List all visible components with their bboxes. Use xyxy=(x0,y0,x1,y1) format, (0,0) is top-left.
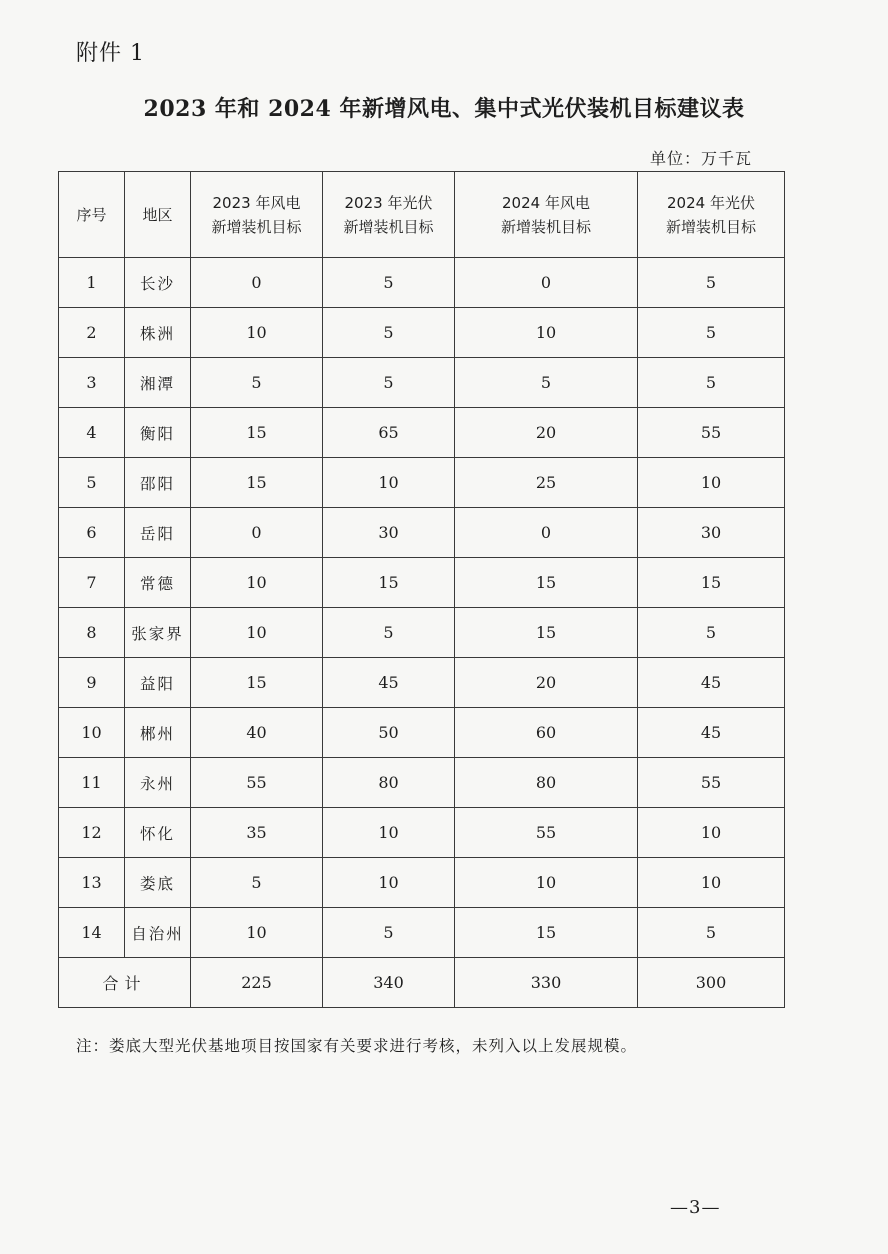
cell-index: 10 xyxy=(59,708,125,758)
cell-2023-pv: 10 xyxy=(323,808,455,858)
header-region xyxy=(125,172,191,258)
cell-2023-wind: 55 xyxy=(191,758,323,808)
cell-2023-wind: 15 xyxy=(191,658,323,708)
header-line: 新增装机目标 xyxy=(211,217,302,236)
cell-index: 3 xyxy=(59,358,125,408)
cell-2024-wind: 15 xyxy=(455,608,638,658)
cell-2024-wind: 10 xyxy=(455,308,638,358)
total-2024-pv: 300 xyxy=(638,958,785,1008)
table-row xyxy=(59,408,785,458)
table-row xyxy=(59,758,785,808)
cell-2024-pv: 5 xyxy=(638,358,785,408)
cell-2023-wind: 0 xyxy=(191,258,323,308)
cell-index: 7 xyxy=(59,558,125,608)
cell-2024-wind: 55 xyxy=(455,808,638,858)
cell-2024-pv: 5 xyxy=(638,258,785,308)
cell-2024-pv: 10 xyxy=(638,458,785,508)
cell-region: 怀化 xyxy=(125,808,191,858)
table-row xyxy=(59,808,785,858)
header-line: 2024 年光伏 xyxy=(667,193,755,212)
cell-2023-pv: 45 xyxy=(323,658,455,708)
header-line: 地区 xyxy=(142,205,173,224)
cell-region: 长沙 xyxy=(125,258,191,308)
cell-2024-wind: 20 xyxy=(455,408,638,458)
cell-index: 14 xyxy=(59,908,125,958)
cell-2023-pv: 5 xyxy=(323,258,455,308)
targets-table xyxy=(58,171,785,1008)
cell-2024-wind: 0 xyxy=(455,258,638,308)
table-row xyxy=(59,658,785,708)
cell-region: 湘潭 xyxy=(125,358,191,408)
cell-index: 4 xyxy=(59,408,125,458)
cell-2023-wind: 0 xyxy=(191,508,323,558)
cell-2024-wind: 10 xyxy=(455,858,638,908)
cell-2024-wind: 15 xyxy=(455,558,638,608)
table-row xyxy=(59,308,785,358)
cell-2024-wind: 60 xyxy=(455,708,638,758)
header-line: 2023 年风电 xyxy=(212,193,301,212)
cell-2024-pv: 55 xyxy=(638,408,785,458)
header-line: 新增装机目标 xyxy=(665,217,756,236)
cell-2023-pv: 50 xyxy=(323,708,455,758)
cell-2023-pv: 5 xyxy=(323,908,455,958)
cell-index: 12 xyxy=(59,808,125,858)
page-number: —3— xyxy=(670,1197,721,1218)
table-header-row xyxy=(59,172,785,258)
cell-index: 5 xyxy=(59,458,125,508)
cell-2024-wind: 15 xyxy=(455,908,638,958)
header-line: 2024 年风电 xyxy=(502,193,590,212)
cell-region: 张家界 xyxy=(125,608,191,658)
cell-2023-pv: 10 xyxy=(323,458,455,508)
cell-2023-pv: 80 xyxy=(323,758,455,808)
cell-2024-pv: 45 xyxy=(638,708,785,758)
header-2024-wind xyxy=(455,172,638,258)
cell-2024-pv: 55 xyxy=(638,758,785,808)
total-2023-pv: 340 xyxy=(323,958,455,1008)
cell-2023-wind: 15 xyxy=(191,408,323,458)
cell-2024-wind: 0 xyxy=(455,508,638,558)
cell-2024-pv: 15 xyxy=(638,558,785,608)
header-2024-pv xyxy=(638,172,785,258)
cell-2023-pv: 5 xyxy=(323,308,455,358)
cell-2024-pv: 30 xyxy=(638,508,785,558)
header-line: 新增装机目标 xyxy=(500,217,591,236)
header-2023-pv xyxy=(323,172,455,258)
cell-2024-pv: 5 xyxy=(638,908,785,958)
cell-index: 9 xyxy=(59,658,125,708)
cell-region: 常德 xyxy=(125,558,191,608)
table-row xyxy=(59,858,785,908)
cell-index: 6 xyxy=(59,508,125,558)
cell-region: 郴州 xyxy=(125,708,191,758)
cell-index: 13 xyxy=(59,858,125,908)
cell-2024-wind: 5 xyxy=(455,358,638,408)
cell-region: 株洲 xyxy=(125,308,191,358)
footnote: 注：娄底大型光伏基地项目按国家有关要求进行考核，未列入以上发展规模。 xyxy=(76,1037,638,1055)
header-index xyxy=(59,172,125,258)
cell-2024-wind: 25 xyxy=(455,458,638,508)
cell-2023-wind: 5 xyxy=(191,358,323,408)
total-2024-wind: 330 xyxy=(455,958,638,1008)
document-title: 2023 年和 2024 年新增风电、集中式光伏装机目标建议表 xyxy=(143,96,745,122)
table-row xyxy=(59,508,785,558)
header-2023-wind xyxy=(191,172,323,258)
cell-2023-pv: 5 xyxy=(323,608,455,658)
table-row xyxy=(59,908,785,958)
cell-2023-wind: 10 xyxy=(191,908,323,958)
cell-index: 11 xyxy=(59,758,125,808)
header-line: 2023 年光伏 xyxy=(344,193,433,212)
cell-region: 岳阳 xyxy=(125,508,191,558)
table-row xyxy=(59,558,785,608)
cell-2024-pv: 5 xyxy=(638,608,785,658)
cell-region: 娄底 xyxy=(125,858,191,908)
table-row xyxy=(59,358,785,408)
cell-region: 自治州 xyxy=(125,908,191,958)
cell-2024-wind: 20 xyxy=(455,658,638,708)
cell-2024-pv: 5 xyxy=(638,308,785,358)
cell-2023-pv: 30 xyxy=(323,508,455,558)
total-label: 合计 xyxy=(59,958,191,1008)
cell-2023-pv: 65 xyxy=(323,408,455,458)
table-row xyxy=(59,708,785,758)
cell-index: 8 xyxy=(59,608,125,658)
cell-2023-wind: 10 xyxy=(191,558,323,608)
cell-index: 2 xyxy=(59,308,125,358)
cell-index: 1 xyxy=(59,258,125,308)
cell-2023-wind: 10 xyxy=(191,308,323,358)
cell-region: 衡阳 xyxy=(125,408,191,458)
cell-region: 永州 xyxy=(125,758,191,808)
cell-2023-pv: 10 xyxy=(323,858,455,908)
cell-2024-pv: 45 xyxy=(638,658,785,708)
header-line: 序号 xyxy=(76,205,107,224)
total-row xyxy=(59,958,785,1008)
header-line: 新增装机目标 xyxy=(343,217,434,236)
cell-region: 益阳 xyxy=(125,658,191,708)
cell-2023-wind: 10 xyxy=(191,608,323,658)
cell-2023-pv: 15 xyxy=(323,558,455,608)
cell-2024-pv: 10 xyxy=(638,858,785,908)
attachment-label: 附件 1 xyxy=(76,41,145,66)
table-row xyxy=(59,608,785,658)
cell-2023-wind: 40 xyxy=(191,708,323,758)
cell-2023-pv: 5 xyxy=(323,358,455,408)
cell-2024-wind: 80 xyxy=(455,758,638,808)
cell-2023-wind: 15 xyxy=(191,458,323,508)
total-2023-wind: 225 xyxy=(191,958,323,1008)
cell-2024-pv: 10 xyxy=(638,808,785,858)
cell-region: 邵阳 xyxy=(125,458,191,508)
table-row xyxy=(59,458,785,508)
cell-2023-wind: 5 xyxy=(191,858,323,908)
table-row xyxy=(59,258,785,308)
unit-label: 单位：万千瓦 xyxy=(650,149,753,168)
cell-2023-wind: 35 xyxy=(191,808,323,858)
table-body xyxy=(59,258,785,1008)
